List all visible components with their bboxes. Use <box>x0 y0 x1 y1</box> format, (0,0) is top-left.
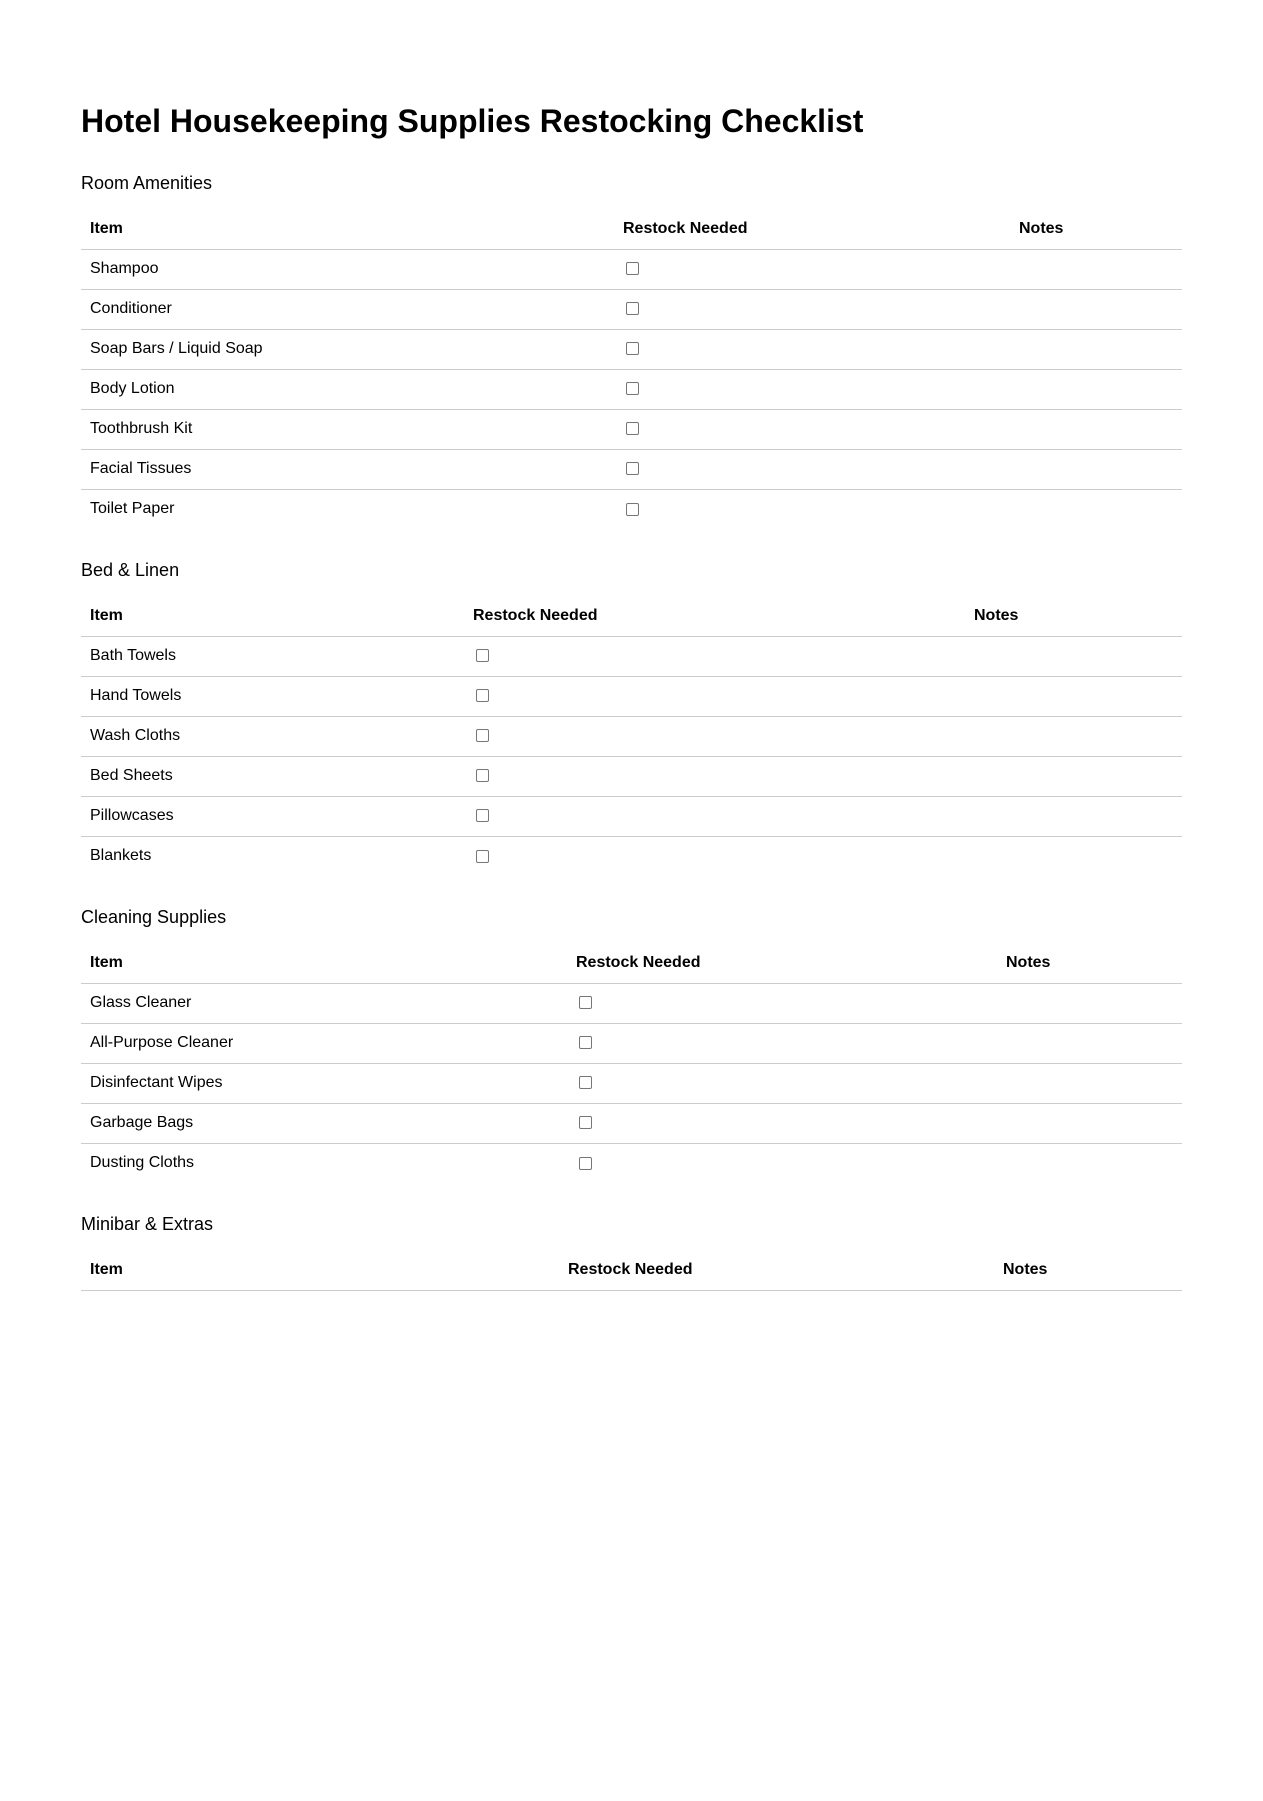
restock-checkbox[interactable] <box>626 382 639 395</box>
column-header-restock: Restock Needed <box>559 1250 994 1290</box>
item-name: Bed Sheets <box>81 756 464 796</box>
restock-checkbox[interactable] <box>626 262 639 275</box>
column-header-item: Item <box>81 209 614 249</box>
item-name: Garbage Bags <box>81 1103 567 1143</box>
notes-cell[interactable] <box>965 836 1182 876</box>
item-name: Toilet Paper <box>90 500 175 518</box>
column-header-restock: Restock Needed <box>464 596 965 636</box>
restock-checkbox[interactable] <box>626 503 639 516</box>
column-header-item: Item <box>81 1250 559 1290</box>
restock-checkbox[interactable] <box>476 689 489 702</box>
restock-checkbox[interactable] <box>579 1116 592 1129</box>
notes-cell[interactable] <box>997 1023 1182 1063</box>
table-row <box>81 983 1182 1023</box>
table-row <box>81 289 1182 329</box>
notes-cell[interactable] <box>1010 329 1182 369</box>
notes-cell[interactable] <box>965 636 1182 676</box>
section-bed-linen <box>81 559 1182 876</box>
table-header-row <box>81 1250 1182 1290</box>
table-row <box>81 716 1182 756</box>
item-name: Conditioner <box>81 289 614 329</box>
table-row <box>81 1063 1182 1103</box>
item-name: Soap Bars / Liquid Soap <box>81 329 614 369</box>
page-title: Hotel Housekeeping Supplies Restocking Checklist <box>81 103 864 139</box>
item-name: All-Purpose Cleaner <box>81 1023 567 1063</box>
notes-cell[interactable] <box>1010 489 1182 529</box>
restock-checkbox[interactable] <box>626 302 639 315</box>
table-row <box>81 676 1182 716</box>
section-cleaning-supplies <box>81 906 1182 1183</box>
notes-cell[interactable] <box>1010 289 1182 329</box>
item-name: Blankets <box>90 847 152 865</box>
item-name: Toothbrush Kit <box>81 409 614 449</box>
notes-cell[interactable] <box>1010 409 1182 449</box>
notes-cell[interactable] <box>997 1143 1182 1183</box>
restock-checkbox[interactable] <box>476 809 489 822</box>
restock-checkbox[interactable] <box>626 342 639 355</box>
column-header-item: Item <box>81 596 464 636</box>
restock-checkbox[interactable] <box>579 1076 592 1089</box>
column-header-notes: Notes <box>1010 209 1182 249</box>
restock-checkbox[interactable] <box>579 1036 592 1049</box>
minibar-extras-table <box>81 1250 1182 1291</box>
table-row <box>81 409 1182 449</box>
column-header-restock: Restock Needed <box>567 943 997 983</box>
table-row <box>81 249 1182 289</box>
restock-checkbox[interactable] <box>476 850 489 863</box>
column-header-item: Item <box>81 943 567 983</box>
item-name: Facial Tissues <box>81 449 614 489</box>
notes-cell[interactable] <box>997 1063 1182 1103</box>
column-header-restock: Restock Needed <box>614 209 1010 249</box>
restock-checkbox[interactable] <box>476 649 489 662</box>
section-title: Cleaning Supplies <box>81 907 227 927</box>
table-row <box>81 1103 1182 1143</box>
notes-cell[interactable] <box>1010 249 1182 289</box>
table-row <box>81 489 1182 529</box>
column-header-notes: Notes <box>994 1250 1182 1290</box>
cleaning-supplies-table <box>81 943 1182 1183</box>
table-header-row <box>81 209 1182 249</box>
notes-cell[interactable] <box>965 676 1182 716</box>
table-header-row <box>81 596 1182 636</box>
item-name: Bath Towels <box>81 636 464 676</box>
table-row <box>81 636 1182 676</box>
item-name: Shampoo <box>81 249 614 289</box>
section-minibar-extras <box>81 1213 1182 1291</box>
section-room-amenities <box>81 172 1182 529</box>
restock-checkbox[interactable] <box>626 462 639 475</box>
table-row <box>81 796 1182 836</box>
item-name: Glass Cleaner <box>81 983 567 1023</box>
notes-cell[interactable] <box>1010 369 1182 409</box>
table-row <box>81 756 1182 796</box>
notes-cell[interactable] <box>997 1103 1182 1143</box>
restock-checkbox[interactable] <box>476 729 489 742</box>
notes-cell[interactable] <box>965 796 1182 836</box>
table-row <box>81 329 1182 369</box>
item-name: Disinfectant Wipes <box>81 1063 567 1103</box>
room-amenities-table <box>81 209 1182 529</box>
table-row <box>81 369 1182 409</box>
section-title: Minibar & Extras <box>81 1214 214 1234</box>
table-header-row <box>81 943 1182 983</box>
bed-linen-table <box>81 596 1182 876</box>
restock-checkbox[interactable] <box>579 996 592 1009</box>
item-name: Dusting Cloths <box>90 1154 195 1172</box>
table-row <box>81 1023 1182 1063</box>
notes-cell[interactable] <box>965 716 1182 756</box>
column-header-notes: Notes <box>965 596 1182 636</box>
notes-cell[interactable] <box>1010 449 1182 489</box>
notes-cell[interactable] <box>997 983 1182 1023</box>
column-header-notes: Notes <box>997 943 1182 983</box>
section-title: Bed & Linen <box>81 560 180 580</box>
table-row <box>81 449 1182 489</box>
item-name: Hand Towels <box>81 676 464 716</box>
item-name: Body Lotion <box>81 369 614 409</box>
table-row <box>81 1143 1182 1183</box>
item-name: Wash Cloths <box>81 716 464 756</box>
item-name: Pillowcases <box>81 796 464 836</box>
restock-checkbox[interactable] <box>476 769 489 782</box>
notes-cell[interactable] <box>965 756 1182 796</box>
restock-checkbox[interactable] <box>626 422 639 435</box>
section-title: Room Amenities <box>81 173 213 193</box>
table-row <box>81 836 1182 876</box>
restock-checkbox[interactable] <box>579 1157 592 1170</box>
